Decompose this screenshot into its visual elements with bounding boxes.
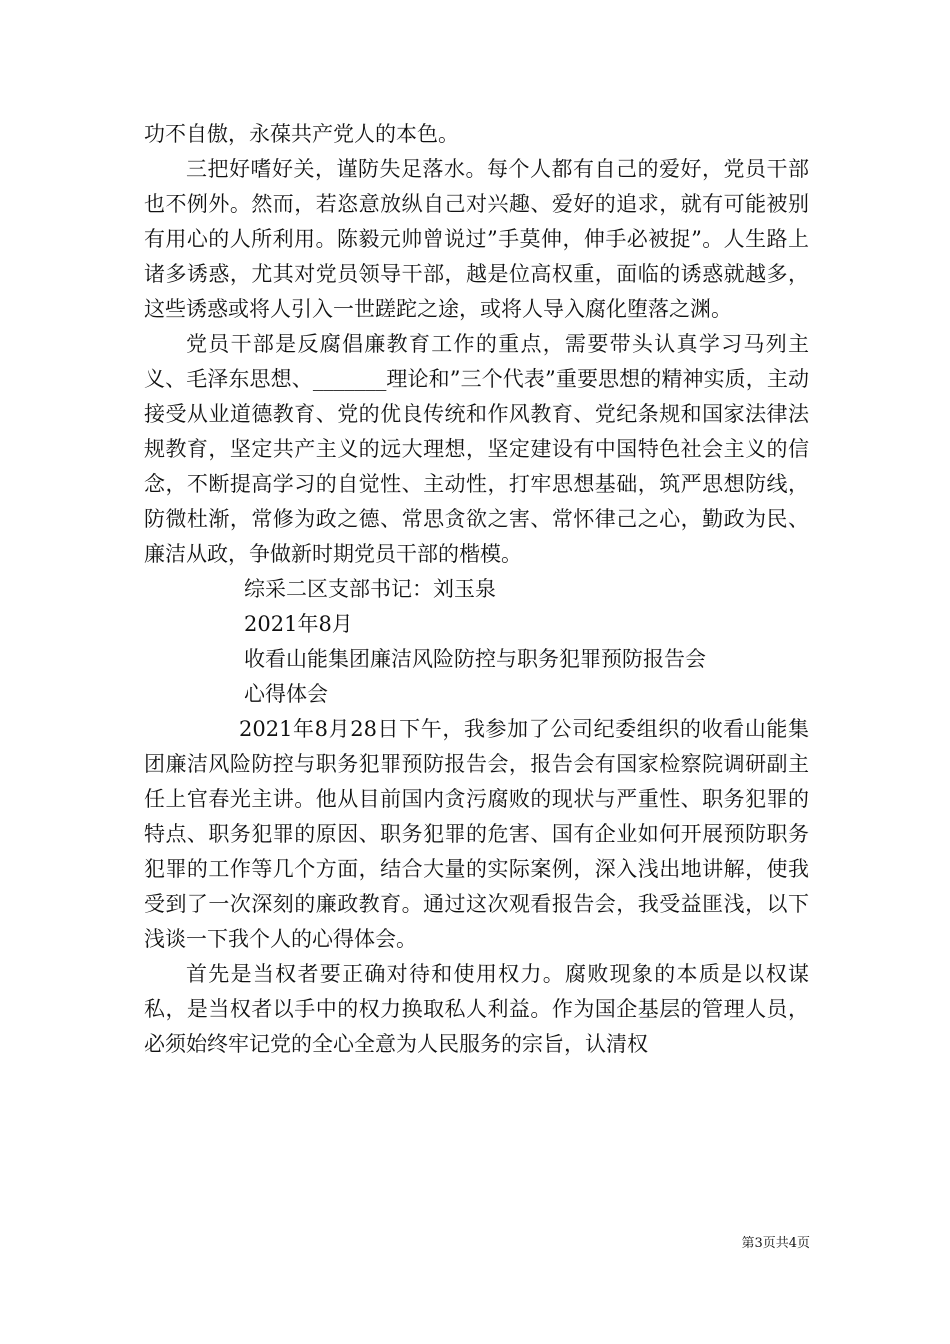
paragraph-education: 党员干部是反腐倡廉教育工作的重点，需要带头认真学习马列主义、毛泽东思想、_______理论和”三个代表”重要思想的精神实质，主动接受从业道德教育、党的优良传统和作风教育、党纪条规和国家法律法规教育，坚定共产主义的远大理想，坚定建设有中国特色社会主义的信念，不断提高学习的自觉性、主动性，打牢思想基础，筑严思想防线，防微杜渐，常修为政之德、常思贪欲之害、常怀律己之心，勤政为民、廉洁从政，争做新时期党员干部的楷模。 (144, 332, 809, 566)
page-number: 第3页共4页 (741, 1236, 810, 1251)
date-line: 2021年8月 (244, 612, 353, 636)
signature-line: 综采二区支部书记：刘玉泉 (244, 577, 496, 601)
article-title-line2: 心得体会 (244, 682, 328, 706)
document-body (144, 117, 809, 1062)
paragraph-hobby: 三把好嗜好关，谨防失足落水。每个人都有自己的爱好，党员干部也不例外。然而，若恣意放纵自己对兴趣、爱好的追求，就有可能被别有用心的人所利用。陈毅元帅曾说过”手莫伸，伸手必被捉”。人生路上诸多诱惑，尤其对党员领导干部，越是位高权重，面临的诱惑就越多，这些诱惑或将人引入一世蹉跎之途，或将人导入腐化堕落之渊。 (144, 157, 809, 321)
paragraph-continuation: 功不自傲，永葆共产党人的本色。 (144, 122, 459, 146)
article-title-line1: 收看山能集团廉洁风险防控与职务犯罪预防报告会 (244, 647, 706, 671)
paragraph-report-intro: 2021年8月28日下午，我参加了公司纪委组织的收看山能集团廉洁风险防控与职务犯罪预防报告会，报告会有国家检察院调研副主任上官春光主讲。他从目前国内贪污腐败的现状与严重性、职务犯罪的特点、职务犯罪的原因、职务犯罪的危害、国有企业如何开展预防职务犯罪的工作等几个方面，结合大量的实际案例，深入浅出地讲解，使我受到了一次深刻的廉政教育。通过这次观看报告会，我受益匪浅，以下浅谈一下我个人的心得体会。 (144, 717, 809, 951)
paragraph-power: 首先是当权者要正确对待和使用权力。腐败现象的本质是以权谋私，是当权者以手中的权力换取私人利益。作为国企基层的管理人员，必须始终牢记党的全心全意为人民服务的宗旨，认清权 (144, 962, 809, 1056)
